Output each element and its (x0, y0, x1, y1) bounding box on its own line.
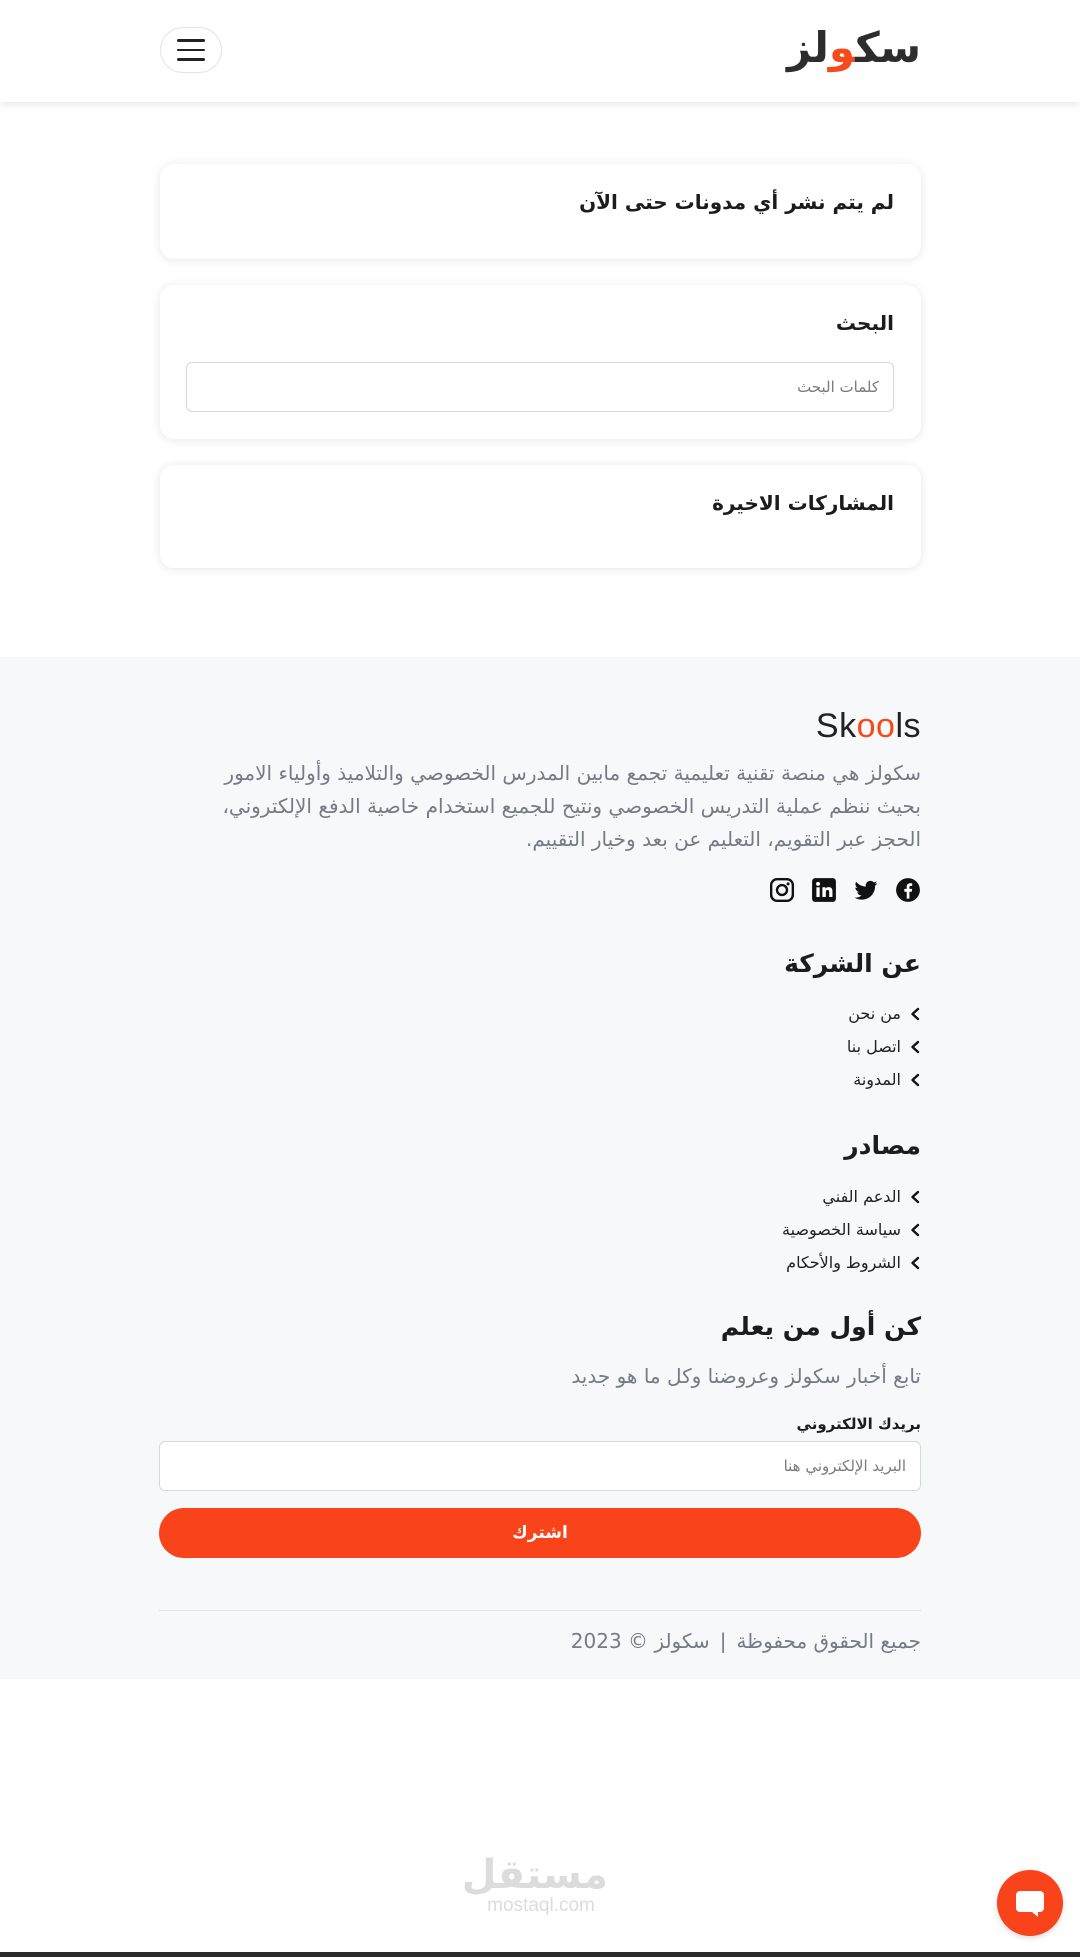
copyright-separator: | (719, 1629, 727, 1653)
no-posts-message: لم يتم نشر أي مدونات حتى الآن (579, 190, 894, 214)
footer-link-label: المدونة (853, 1070, 901, 1089)
logo-part: سك (855, 23, 921, 72)
logo-accent: و (828, 23, 856, 72)
footer-link-contact[interactable] (847, 1030, 921, 1063)
footer-link-about[interactable] (847, 997, 921, 1030)
email-label: بريدك الالكتروني (796, 1415, 921, 1433)
mostaql-watermark (461, 1852, 608, 1916)
twitter-icon[interactable] (853, 877, 879, 903)
chat-button[interactable] (997, 1870, 1063, 1936)
chevron-left-icon (909, 1007, 921, 1021)
recent-posts-card (160, 465, 921, 568)
footer-link-label: سياسة الخصوصية (782, 1220, 901, 1239)
subscribe-button[interactable]: اشترك (159, 1508, 921, 1558)
footer-link-support[interactable] (782, 1180, 921, 1213)
newsletter-email-input[interactable] (159, 1441, 921, 1491)
copyright-text: سكولز © 2023 (570, 1629, 710, 1653)
watermark-en: mostaql.com (487, 1895, 595, 1916)
social-links (769, 877, 921, 903)
menu-line (177, 58, 205, 61)
footer-divider (159, 1610, 921, 1611)
facebook-icon[interactable] (895, 877, 921, 903)
footer-link-blog[interactable] (847, 1063, 921, 1096)
footer-link-privacy[interactable] (782, 1213, 921, 1246)
copyright-line (571, 1629, 921, 1653)
newsletter-title: كن أول من يعلم (720, 1312, 921, 1341)
site-logo[interactable] (787, 22, 921, 74)
footer-logo[interactable] (816, 707, 921, 746)
bottom-bar (0, 1952, 1080, 1957)
about-description: سكولز هي منصة تقنية تعليمية تجمع مابين المدرس الخصوصي والتلاميذ وأولياء الامور بحيث ننظم عملية التدريس الخصوصي ونتيح للجميع استخدام خاصية الدفع الإلكتروني، الحجز عبر التقويم، التعليم عن بعد وخيار التقييم. (222, 761, 921, 851)
chevron-left-icon (909, 1223, 921, 1237)
linkedin-icon[interactable] (811, 877, 837, 903)
hamburger-menu-button[interactable] (160, 27, 222, 73)
site-header (0, 0, 1080, 102)
company-links (847, 997, 921, 1096)
footer-link-label: من نحن (848, 1004, 901, 1023)
footer-link-label: الدعم الفني (822, 1187, 901, 1206)
watermark-ar: مستقل (461, 1852, 608, 1898)
recent-posts-title: المشاركات الاخيرة (712, 491, 894, 515)
logo-en-part: ls (895, 707, 921, 745)
instagram-icon[interactable] (769, 877, 795, 903)
footer-link-label: الشروط والأحكام (786, 1253, 901, 1272)
logo-en-part: Sk (815, 707, 857, 745)
company-section-title: عن الشركة (784, 949, 921, 978)
chat-bubble-icon (1013, 1886, 1047, 1920)
newsletter-subtitle: تابع أخبار سكولز وعروضنا وكل ما هو جديد (571, 1364, 921, 1388)
logo-part: لز (787, 23, 829, 72)
chevron-left-icon (909, 1073, 921, 1087)
resources-links (782, 1180, 921, 1279)
chevron-left-icon (909, 1256, 921, 1270)
menu-line (177, 49, 205, 52)
logo-en-accent: oo (856, 707, 896, 745)
search-input[interactable] (186, 362, 894, 412)
search-card (160, 285, 921, 439)
resources-section-title: مصادر (844, 1131, 921, 1160)
site-footer (0, 657, 1080, 1679)
search-title: البحث (835, 311, 894, 335)
no-posts-card (160, 164, 921, 259)
chevron-left-icon (909, 1190, 921, 1204)
menu-line (177, 39, 205, 42)
footer-link-terms[interactable] (782, 1246, 921, 1279)
chevron-left-icon (909, 1040, 921, 1054)
footer-link-label: اتصل بنا (846, 1037, 901, 1056)
rights-text: جميع الحقوق محفوظة (736, 1629, 921, 1653)
